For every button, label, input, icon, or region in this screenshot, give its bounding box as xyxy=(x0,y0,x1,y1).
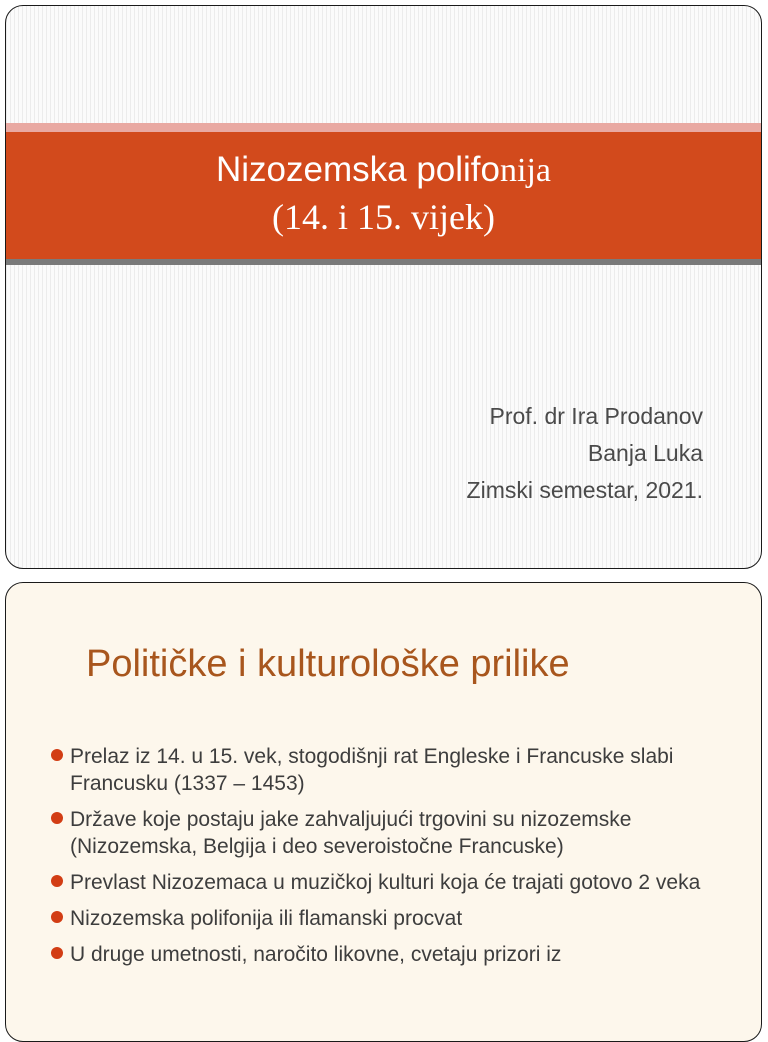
list-item xyxy=(51,806,741,860)
content-slide xyxy=(5,582,762,1042)
bullet-icon xyxy=(51,812,63,824)
bullet-icon xyxy=(51,947,63,959)
bullet-icon xyxy=(51,875,63,887)
slide-title-years: (14. i 15. vijek) xyxy=(272,197,495,237)
title-band xyxy=(6,123,761,265)
bullet-text: Nizozemska polifonija ili flamanski procvat xyxy=(70,907,463,930)
list-item xyxy=(51,941,741,968)
slide-heading: Političke i kulturološke prilike xyxy=(86,643,570,685)
list-item xyxy=(51,869,741,896)
bullet-icon xyxy=(51,749,63,761)
bullet-text: Države koje postaju jake zahvaljujući trgovini su nizozemske (Nizozemska, Belgija i deo severoistočne Francuske) xyxy=(70,808,632,858)
bullet-text: U druge umetnosti, naročito likovne, cvetaju prizori iz xyxy=(70,943,562,966)
slide-title-part2: nija xyxy=(500,152,551,189)
slide-subtitle xyxy=(467,398,703,509)
list-item xyxy=(51,743,741,797)
bullet-text: Prelaz iz 14. u 15. vek, stogodišnji rat Engleske i Francuske slabi Francusku (1337 – 1453) xyxy=(70,745,674,795)
bullet-list xyxy=(51,743,741,977)
location-line: Banja Luka xyxy=(587,440,703,466)
bullet-icon xyxy=(51,911,63,923)
slide-title-part1: Nizozemska polifo xyxy=(216,150,500,189)
slide-title xyxy=(6,150,761,190)
bullet-text: Prevlast Nizozemaca u muzičkoj kulturi koja će trajati gotovo 2 veka xyxy=(70,871,701,894)
semester-line: Zimski semestar, 2021. xyxy=(466,477,703,503)
title-slide xyxy=(5,5,762,569)
list-item xyxy=(51,905,741,932)
author-line: Prof. dr Ira Prodanov xyxy=(489,403,703,429)
